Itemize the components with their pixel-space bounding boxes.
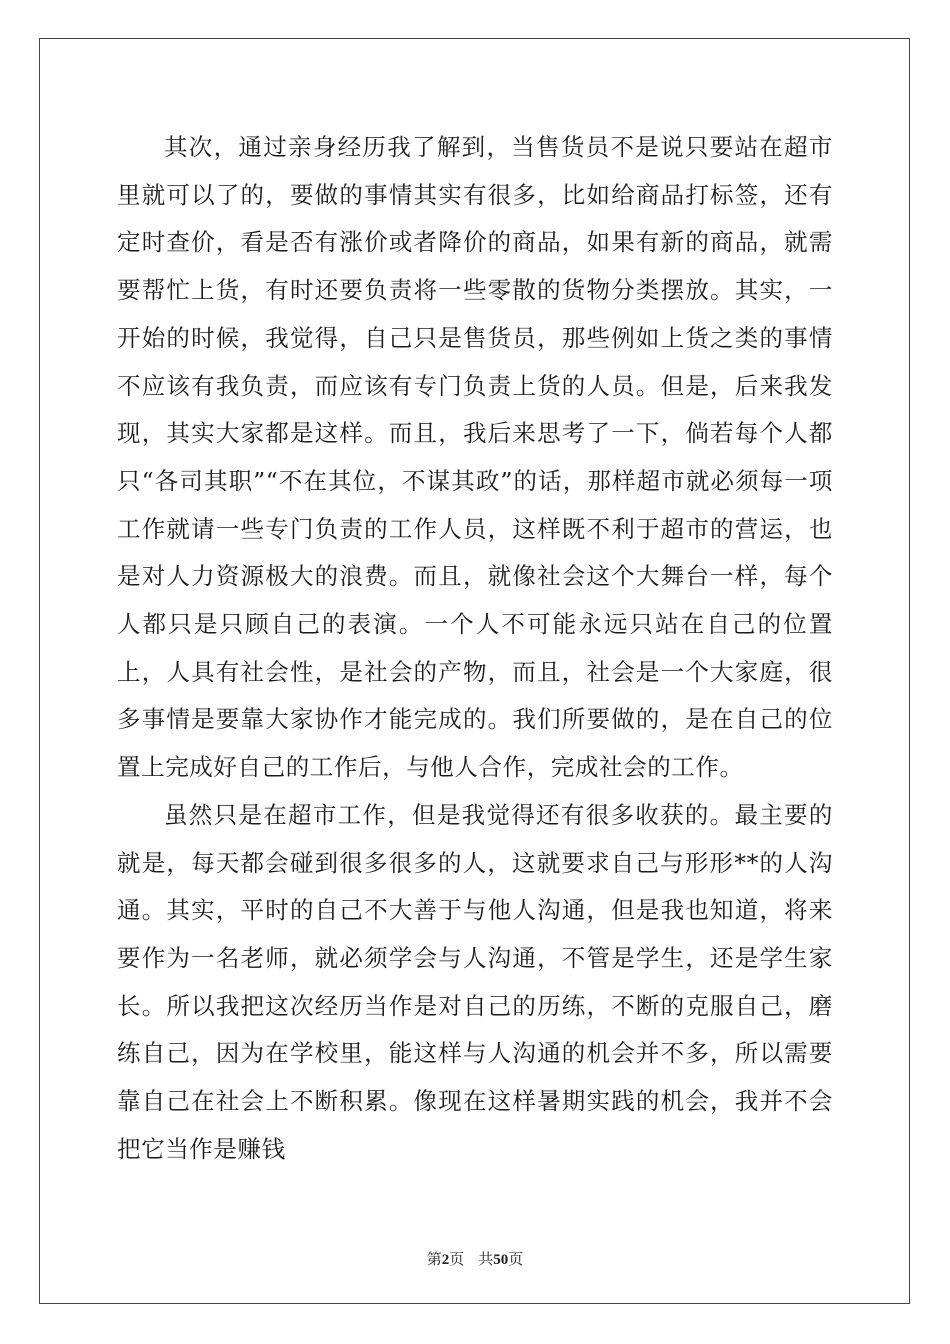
paragraph: 其次，通过亲身经历我了解到，当售货员不是说只要站在超市里就可以了的，要做的事情其实有很多，比如给商品打标签，还有定时查价，看是否有涨价或者降价的商品，如果有新的商品，就需要帮忙上货，有时还要负责将一些零散的货物分类摆放。其实，一开始的时候，我觉得，自己只是售货员，那些例如上货之类的事情不应该有我负责，而应该有专门负责上货的人员。但是，后来我发现，其实大家都是这样。而且，我后来思考了一下，倘若每个人都只“各司其职”“不在其位，不谋其政”的话，那样超市就必须每一项工作就请一些专门负责的工作人员，这样既不利于超市的营运，也是对人力资源极大的浪费。而且，就像社会这个大舞台一样，每个人都只是只顾自己的表演。一个人不可能永远只站在自己的位置上，人具有社会性，是社会的产物，而且，社会是一个大家庭，很多事情是要靠大家协作才能完成的。我们所要做的，是在自己的位置上完成好自己的工作后，与他人合作，完成社会的工作。	[117, 133, 833, 782]
page-number: 2	[441, 1252, 450, 1268]
page-suffix: 页	[449, 1252, 465, 1268]
paragraph: 虽然只是在超市工作，但是我觉得还有很多收获的。最主要的就是，每天都会碰到很多很多的人，这就要求自己与形形**的人沟通。其实，平时的自己不大善于与他人沟通，但是我也知道，将来要作为一名老师，就必须学会与人沟通，不管是学生，还是学生家长。所以我把这次经历当作是对自己的历练，不断的克服自己，磨练自己，因为在学校里，能这样与人沟通的机会并不多，所以需要靠自己在社会上不断积累。像现在这样暑期实践的机会，我并不会把它当作是赚钱	[117, 800, 833, 1163]
page-footer	[0, 1248, 950, 1269]
total-suffix: 页	[508, 1252, 524, 1268]
page-prefix: 第	[426, 1252, 442, 1268]
total-pages: 50	[493, 1252, 509, 1268]
document-body	[117, 124, 833, 1173]
total-prefix: 共	[478, 1252, 494, 1268]
